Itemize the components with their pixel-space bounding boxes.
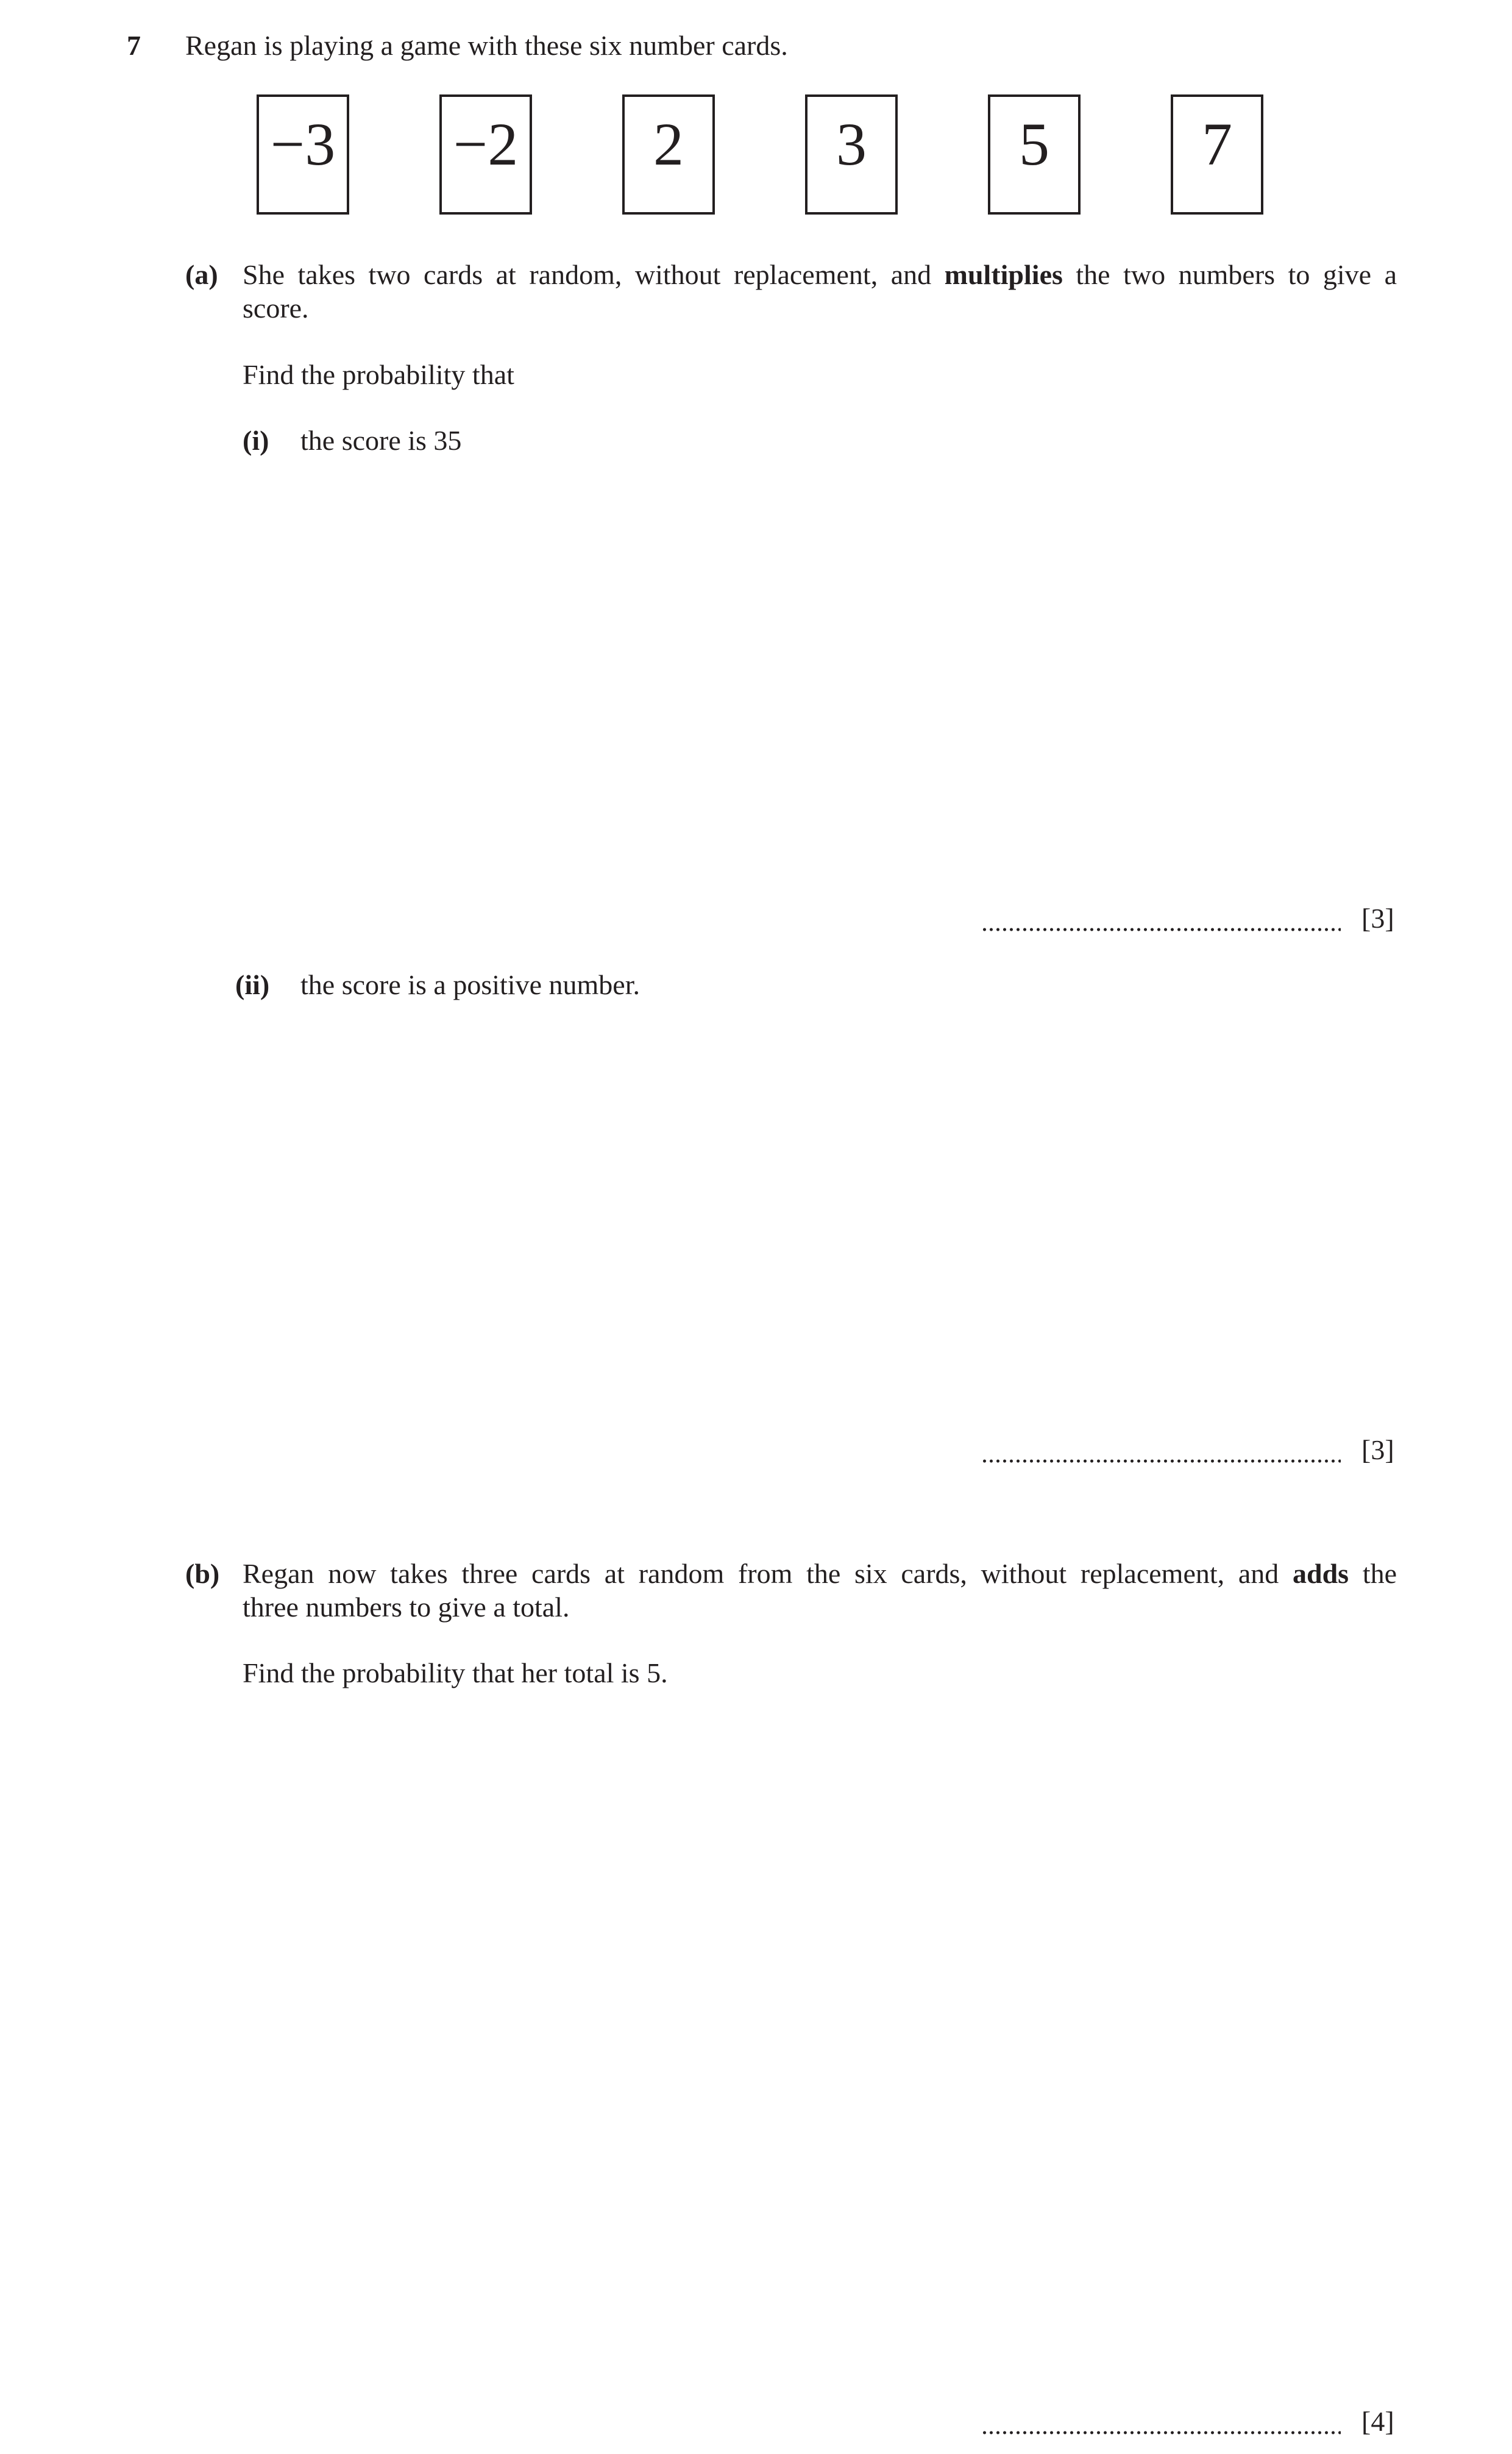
- marks-ii: [3]: [1361, 1434, 1394, 1465]
- answer-line-b[interactable]: [981, 2405, 1394, 2439]
- question-intro: Regan is playing a game with these six number cards.: [185, 30, 788, 61]
- part-b-text-after: the: [1362, 1558, 1397, 1589]
- part-a-instruction: Find the probability that: [243, 359, 514, 390]
- part-a-line-2: score.: [243, 293, 309, 324]
- answer-line-i[interactable]: [981, 902, 1394, 936]
- part-a-text-before: She takes two cards at random, without replacement, and: [243, 259, 932, 290]
- question-number: 7: [127, 30, 141, 61]
- part-b-line-1: [243, 1557, 1397, 1591]
- part-a-label: (a): [185, 259, 218, 290]
- sub-i-text: the score is 35: [300, 425, 462, 456]
- number-card: 5: [988, 94, 1081, 215]
- number-card: −2: [439, 94, 532, 215]
- part-a-bold-word: multiplies: [944, 259, 1063, 290]
- marks-i: [3]: [1361, 903, 1394, 934]
- sub-i-label: (i): [243, 425, 269, 456]
- part-b-text-before: Regan now takes three cards at random from the six cards, without replacement, and: [243, 1558, 1279, 1589]
- answer-line-ii[interactable]: [981, 1433, 1394, 1467]
- answer-dots: [981, 2408, 1341, 2439]
- part-b-label: (b): [185, 1558, 220, 1589]
- number-card: −3: [257, 94, 349, 215]
- marks-b: [4]: [1361, 2406, 1394, 2437]
- answer-dots: [981, 1437, 1341, 1467]
- part-a-line-1: [243, 258, 1397, 292]
- part-b-line-2: three numbers to give a total.: [243, 1592, 570, 1623]
- sub-ii-text: the score is a positive number.: [300, 969, 640, 1000]
- number-card: 3: [805, 94, 898, 215]
- number-card: 7: [1171, 94, 1263, 215]
- answer-dots: [981, 905, 1341, 936]
- part-b-instruction: Find the probability that her total is 5.: [243, 1657, 668, 1688]
- part-b-bold-word: adds: [1293, 1558, 1349, 1589]
- number-card: 2: [622, 94, 715, 215]
- sub-ii-label: (ii): [235, 969, 270, 1000]
- part-a-text-after: the two numbers to give a: [1076, 259, 1397, 290]
